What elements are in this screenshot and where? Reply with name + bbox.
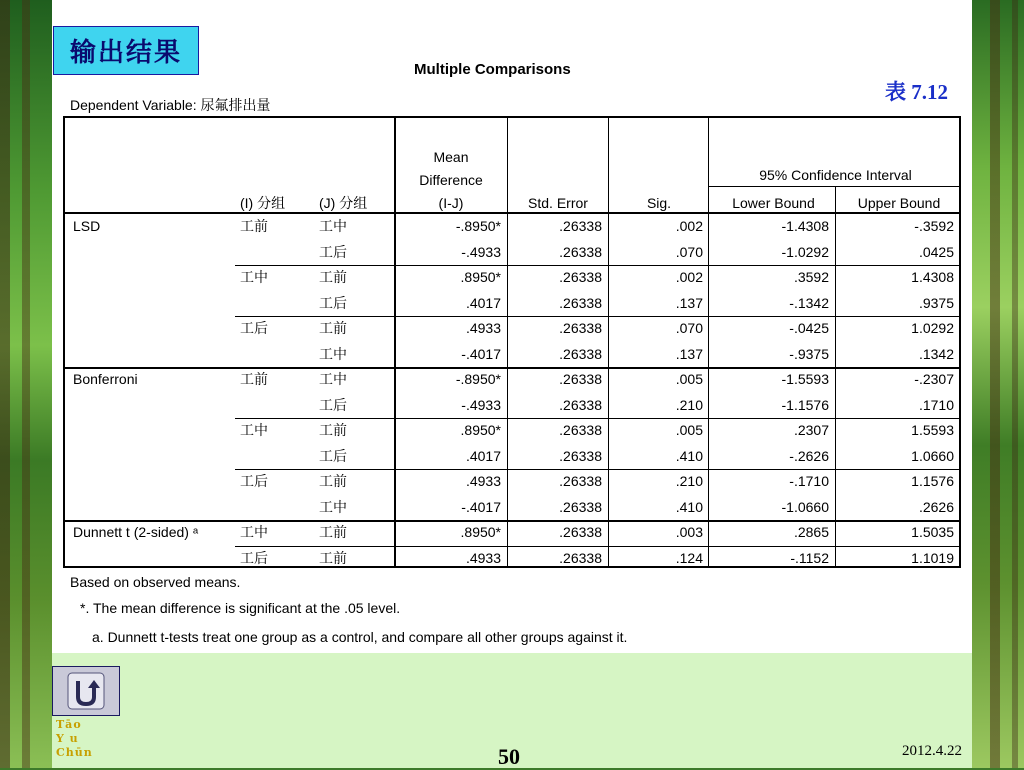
- lower-bound-cell: -.2626: [789, 447, 829, 464]
- logo-line-2: Y u: [56, 732, 79, 745]
- note-dunnett: a. Dunnett t-tests treat one group as a control, and compare all other groups against it.: [92, 629, 628, 645]
- sig-cell: .005: [675, 371, 703, 387]
- upper-bound-cell: 1.5593: [911, 422, 954, 438]
- lower-bound-cell: -.9375: [789, 345, 829, 362]
- sig-cell: .002: [675, 218, 703, 234]
- upper-bound-cell: .9375: [918, 294, 954, 311]
- mean-diff-cell: -.8950*: [455, 218, 501, 234]
- note-based-on: Based on observed means.: [70, 574, 241, 590]
- divider-header: [65, 212, 961, 214]
- header-confidence-interval: 95% Confidence Interval: [759, 167, 912, 183]
- i-group-cell: 工后: [240, 549, 268, 566]
- logo-text: [56, 718, 93, 760]
- upper-bound-cell: 1.1576: [911, 473, 954, 489]
- divider-ci-header: [709, 186, 961, 187]
- j-group-cell: 工后: [319, 396, 347, 413]
- method-separator: [65, 520, 961, 522]
- sig-cell: .410: [675, 498, 703, 515]
- logo-line-1: Tāo: [56, 718, 82, 731]
- j-group-cell: 工前: [319, 320, 347, 336]
- slide-title: 输出结果: [53, 26, 199, 75]
- mean-diff-cell: -.4933: [461, 396, 501, 413]
- slide-date: 2012.4.22: [902, 743, 962, 759]
- j-group-cell: 工中: [319, 498, 347, 515]
- std-error-cell: .26338: [559, 243, 602, 260]
- sig-cell: .003: [675, 524, 703, 540]
- upper-bound-cell: 1.0292: [911, 320, 954, 336]
- lower-bound-cell: .2865: [793, 524, 829, 540]
- j-group-cell: 工前: [319, 422, 347, 438]
- page-number: 50: [498, 744, 520, 769]
- group-separator: [235, 469, 961, 470]
- method-cell: LSD: [73, 218, 101, 234]
- sig-cell: .137: [675, 345, 703, 362]
- i-group-cell: 工前: [240, 371, 268, 387]
- j-group-cell: 工前: [319, 269, 347, 285]
- sig-cell: .005: [675, 422, 703, 438]
- upper-bound-cell: 1.5035: [911, 524, 954, 540]
- method-cell: Bonferroni: [73, 371, 138, 387]
- header-lower-bound: Lower Bound: [732, 195, 815, 211]
- note-significance: *. The mean difference is significant at the .05 level.: [80, 600, 401, 616]
- lower-bound-cell: .3592: [793, 269, 829, 285]
- i-group-cell: 工中: [240, 422, 268, 438]
- forest-background-right: [972, 0, 1024, 768]
- std-error-cell: .26338: [559, 473, 602, 489]
- sig-cell: .137: [675, 294, 703, 311]
- header-std-error: Std. Error: [528, 195, 588, 211]
- std-error-cell: .26338: [559, 447, 602, 464]
- mean-diff-cell: .8950*: [460, 422, 501, 438]
- j-group-cell: 工后: [319, 294, 347, 311]
- upper-bound-cell: .0425: [918, 243, 954, 260]
- header-mean-diff-3: (I-J): [438, 195, 464, 211]
- lower-bound-cell: -.1152: [790, 549, 829, 566]
- sig-cell: .210: [675, 473, 703, 489]
- std-error-cell: .26338: [559, 524, 602, 540]
- lower-bound-cell: -1.5593: [781, 371, 829, 387]
- mean-diff-cell: .4933: [465, 473, 501, 489]
- std-error-cell: .26338: [559, 422, 602, 438]
- back-button[interactable]: [52, 666, 120, 716]
- j-group-cell: 工中: [319, 345, 347, 362]
- sig-cell: .124: [675, 549, 703, 566]
- divider-ci: [835, 186, 836, 568]
- header-j-group: (J) 分组: [319, 195, 368, 211]
- mean-diff-cell: -.4017: [461, 345, 501, 362]
- method-separator: [65, 367, 961, 369]
- lower-bound-cell: -.1342: [789, 294, 829, 311]
- header-mean-diff-1: Mean: [433, 149, 469, 165]
- std-error-cell: .26338: [559, 320, 602, 336]
- multiple-comparisons-table: [63, 116, 961, 568]
- mean-diff-cell: -.4017: [461, 498, 501, 515]
- j-group-cell: 工前: [319, 549, 347, 566]
- upper-bound-cell: 1.4308: [911, 269, 954, 285]
- mean-diff-cell: .8950*: [460, 269, 501, 285]
- std-error-cell: .26338: [559, 294, 602, 311]
- mean-diff-cell: -.4933: [461, 243, 501, 260]
- lower-bound-cell: -.0425: [789, 320, 829, 336]
- sig-cell: .070: [675, 243, 703, 260]
- upper-bound-cell: -.2307: [914, 371, 954, 387]
- j-group-cell: 工前: [319, 524, 347, 540]
- lower-bound-cell: -1.4308: [781, 218, 829, 234]
- std-error-cell: .26338: [559, 371, 602, 387]
- forest-background-left: [0, 0, 52, 768]
- table-title: Multiple Comparisons: [414, 61, 571, 78]
- i-group-cell: 工前: [240, 218, 268, 234]
- mean-diff-cell: .8950*: [460, 524, 501, 540]
- group-separator: [235, 265, 961, 266]
- sig-cell: .070: [675, 320, 703, 336]
- i-group-cell: 工中: [240, 269, 268, 285]
- mean-diff-cell: .4017: [465, 294, 501, 311]
- table-number-label: 表 7.12: [885, 80, 948, 104]
- std-error-cell: .26338: [559, 218, 602, 234]
- sig-cell: .210: [675, 396, 703, 413]
- mean-diff-cell: .4017: [465, 447, 501, 464]
- header-mean-diff-2: Difference: [419, 172, 483, 188]
- group-separator: [235, 546, 961, 547]
- dependent-variable-label: Dependent Variable:: [70, 97, 197, 113]
- mean-diff-cell: -.8950*: [455, 371, 501, 387]
- std-error-cell: .26338: [559, 549, 602, 566]
- lower-bound-cell: -1.1576: [781, 396, 829, 413]
- dependent-variable-value: 尿氟排出量: [200, 97, 271, 113]
- j-group-cell: 工前: [319, 473, 347, 489]
- upper-bound-cell: 1.0660: [911, 447, 954, 464]
- j-group-cell: 工后: [319, 243, 347, 260]
- method-cell: Dunnett t (2-sided) ᵃ: [73, 524, 199, 540]
- sig-cell: .002: [675, 269, 703, 285]
- mean-diff-cell: .4933: [465, 549, 501, 566]
- std-error-cell: .26338: [559, 396, 602, 413]
- i-group-cell: 工后: [240, 473, 268, 489]
- header-upper-bound: Upper Bound: [857, 195, 941, 211]
- mean-diff-cell: .4933: [465, 320, 501, 336]
- std-error-cell: .26338: [559, 498, 602, 515]
- group-separator: [235, 418, 961, 419]
- j-group-cell: 工中: [319, 218, 347, 234]
- group-separator: [235, 316, 961, 317]
- lower-bound-cell: -1.0292: [781, 243, 829, 260]
- upper-bound-cell: .1710: [918, 396, 954, 413]
- upper-bound-cell: .1342: [918, 345, 954, 362]
- upper-bound-cell: -.3592: [914, 218, 954, 234]
- std-error-cell: .26338: [559, 345, 602, 362]
- lower-bound-cell: -1.0660: [781, 498, 829, 515]
- std-error-cell: .26338: [559, 269, 602, 285]
- sig-cell: .410: [675, 447, 703, 464]
- upper-bound-cell: .2626: [918, 498, 954, 515]
- logo-line-3: Chūn: [56, 746, 93, 759]
- upper-bound-cell: 1.1019: [911, 549, 954, 566]
- header-sig: Sig.: [646, 195, 672, 211]
- dependent-variable: [70, 95, 271, 115]
- j-group-cell: 工中: [319, 371, 347, 387]
- i-group-cell: 工后: [240, 320, 268, 336]
- lower-bound-cell: -.1710: [789, 473, 829, 489]
- u-turn-arrow-icon: [66, 671, 106, 711]
- j-group-cell: 工后: [319, 447, 347, 464]
- i-group-cell: 工中: [240, 524, 268, 540]
- lower-bound-cell: .2307: [793, 422, 829, 438]
- header-i-group: (I) 分组: [240, 195, 286, 211]
